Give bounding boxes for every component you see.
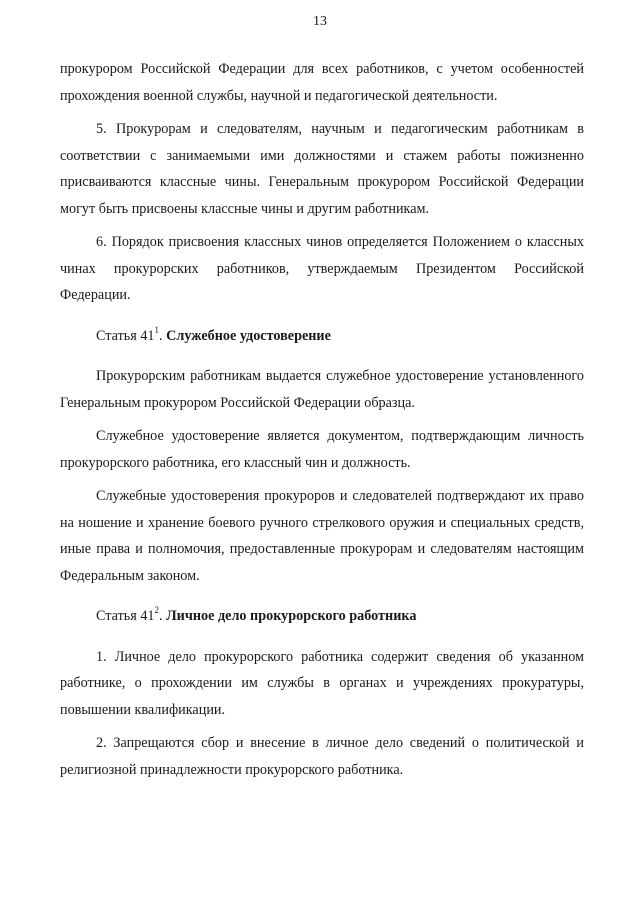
article-dot: . <box>159 327 167 344</box>
article-number: Статья 41 <box>96 608 155 624</box>
article-number: Статья 41 <box>96 327 155 344</box>
article-41-2-paragraph-1: 1. Личное дело прокурорского работника содержит сведения об указанном работнике, о прохождении им службы в органах и учреждениях прокуратуры, повышении квалификации. <box>60 648 584 718</box>
article-title: Служебное удостоверение <box>166 327 331 344</box>
article-superscript: 1 <box>154 324 160 335</box>
paragraph-item-5: 5. Прокурорам и следователям, научным и педагогическим работникам в соответствии с занимаемыми ими должностями и стажем работы пожизненно присваиваются классные чины. Генеральным прокурором Российской Федерации могут быть присвоены классные чины и другим работникам. <box>60 121 584 217</box>
paragraph-continuation: прокурором Российской Федерации для всех работников, с учетом особенностей прохождения военной службы, научной и педагогической деятельности. <box>60 61 584 104</box>
article-superscript: 2 <box>154 605 160 616</box>
document-body <box>60 56 584 783</box>
article-41-1-paragraph-3: Служебные удостоверения прокуроров и следователей подтверждают их право на ношение и хранение боевого ручного стрелкового оружия и специальных средств, иные права и полномочия, предоставленные прокурорам и следователям настоящим Федеральным законом. <box>60 488 584 584</box>
article-41-1-paragraph-2: Служебное удостоверение является документом, подтверждающим личность прокурорского работника, его классный чин и должность. <box>60 428 584 471</box>
page-number: 13 <box>313 14 327 29</box>
article-title: Личное дело прокурорского работника <box>166 608 417 624</box>
article-41-2-paragraph-2: 2. Запрещаются сбор и внесение в личное дело сведений о политической и религиозной принадлежности прокурорского работника. <box>60 735 584 778</box>
paragraph-item-6: 6. Порядок присвоения классных чинов определяется Положением о классных чинах прокурорских работников, утверждаемым Президентом Российской Федерации. <box>60 234 584 303</box>
article-heading-41-1 <box>60 323 584 350</box>
article-heading-41-2 <box>60 603 584 630</box>
article-41-1-paragraph-1: Прокурорским работникам выдается служебное удостоверение установленного Генеральным прокурором Российской Федерации образца. <box>60 368 584 411</box>
article-dot: . <box>159 608 167 624</box>
